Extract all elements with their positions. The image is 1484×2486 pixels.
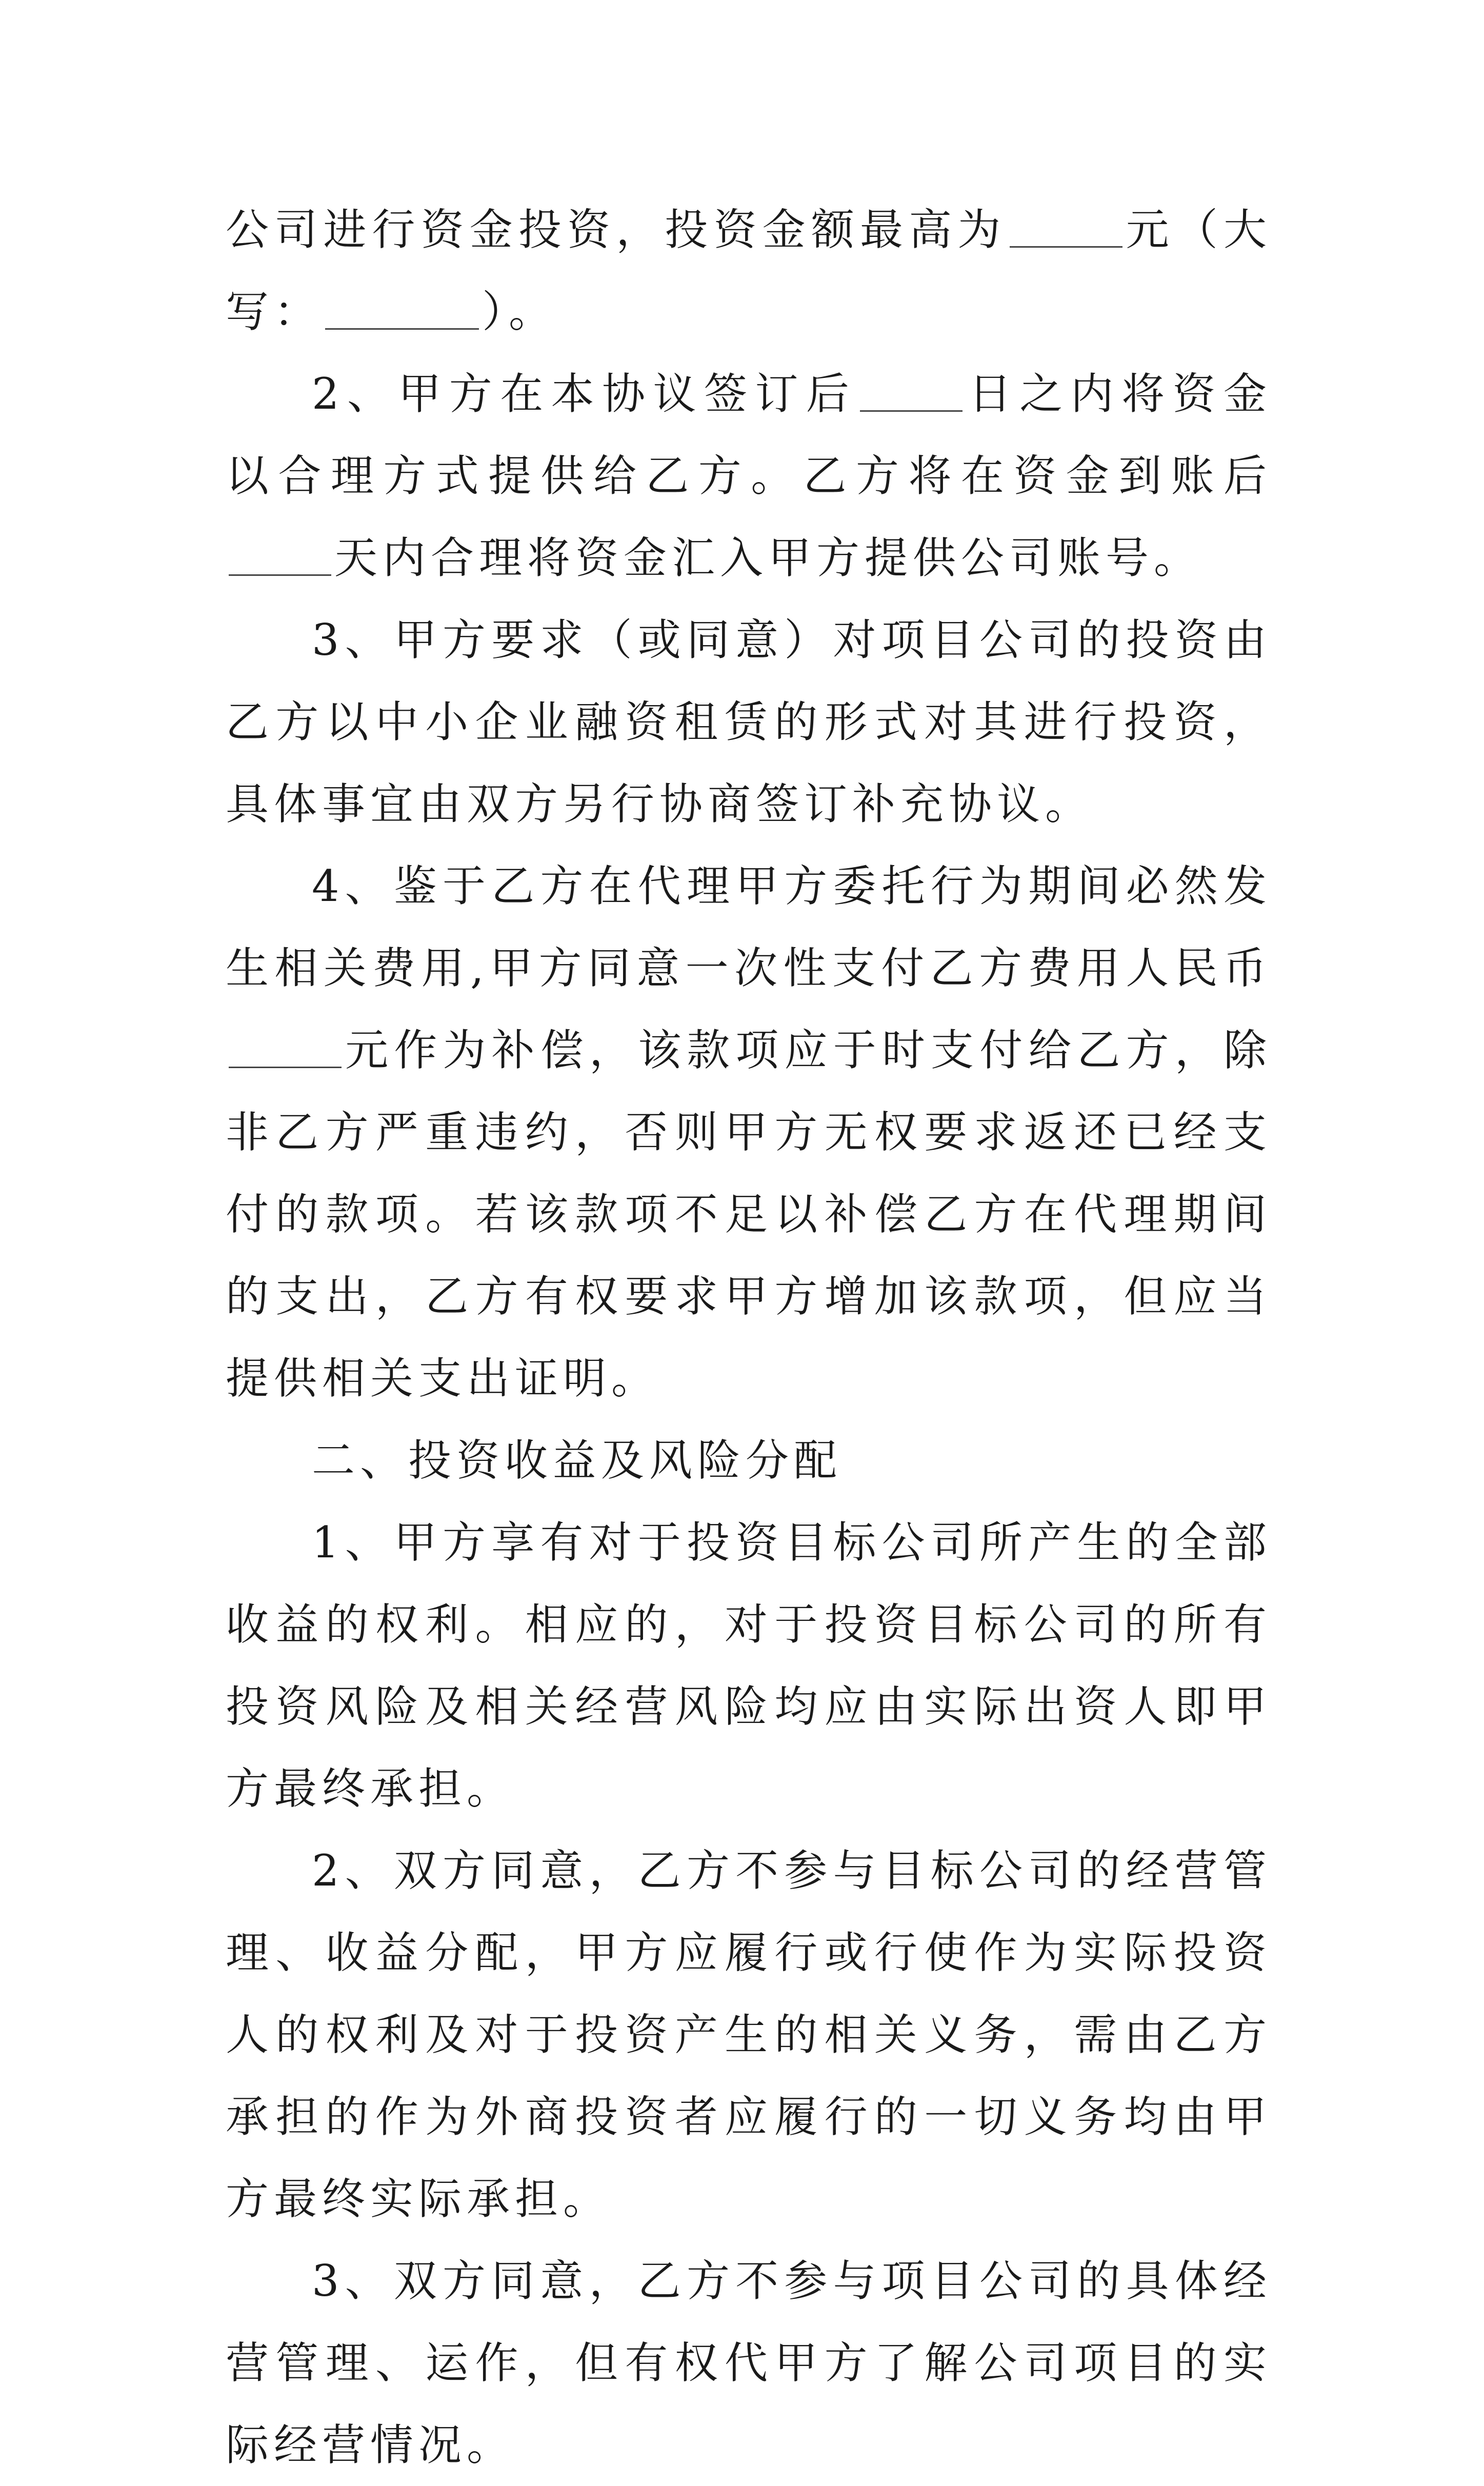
- paragraph-p5: [226, 1501, 1272, 1830]
- paragraph-text: 3、双方同意，乙方不参与项目公司的具体经营管理、运作，但有权代甲方了解公司项目的实际经营情况。: [226, 2256, 1272, 2470]
- paragraph-text: 4、鉴于乙方在代理甲方委托行为期间必然发生相关费用,甲方同意一次性支付乙方费用人民币: [226, 861, 1272, 993]
- fill-in-blank: [1010, 203, 1122, 248]
- fill-in-blank: [229, 1024, 342, 1068]
- paragraph-text: 2、双方同意，乙方不参与目标公司的经营管理、收益分配，甲方应履行或行使作为实际投资人的权利及对于投资产生的相关义务，需由乙方承担的作为外商投资者应履行的一切义务均由甲方最终实际承担。: [226, 1846, 1272, 2224]
- paragraph-p4: [226, 1419, 1272, 1501]
- fill-in-blank: [229, 531, 331, 576]
- paragraph-p7: [226, 2240, 1272, 2486]
- fill-in-blank: [860, 367, 962, 412]
- paragraph-text: 公司进行资金投资，投资金额最高为: [226, 205, 1007, 255]
- paragraph-text: 元（大写：: [226, 205, 1272, 337]
- paragraph-p2: [226, 599, 1272, 845]
- document-body: [226, 189, 1272, 2486]
- paragraph-text: 3、甲方要求（或同意）对项目公司的投资由乙方以中小企业融资租赁的形式对其进行投资，具体事宜由双方另行协商签订补充协议。: [226, 615, 1272, 829]
- paragraph-p1: [226, 353, 1272, 599]
- paragraph-text: 元作为补偿，该款项应于时支付给乙方，除非乙方严重违约，否则甲方无权要求返还已经支付的款项。若该款项不足以补偿乙方在代理期间的支出，乙方有权要求甲方增加该款项，但应当提供相关支出证明。: [226, 1025, 1272, 1404]
- paragraph-text: ）。: [482, 287, 557, 337]
- paragraph-text: 2、甲方在本协议签订后: [312, 369, 857, 419]
- paragraph-text: 天内合理将资金汇入甲方提供公司账号。: [334, 533, 1202, 583]
- paragraph-p3: [226, 845, 1272, 1419]
- fill-in-blank: [325, 285, 479, 330]
- paragraph-p0: [226, 189, 1272, 353]
- paragraph-text: 1、甲方享有对于投资目标公司所产生的全部收益的权利。相应的，对于投资目标公司的所有投资风险及相关经营风险均应由实际出资人即甲方最终承担。: [226, 1517, 1272, 1814]
- paragraph-p6: [226, 1830, 1272, 2240]
- paragraph-text: 日之内将资金以合理方式提供给乙方。乙方将在资金到账后: [226, 369, 1272, 501]
- paragraph-text: 二、投资收益及风险分配: [312, 1435, 843, 1486]
